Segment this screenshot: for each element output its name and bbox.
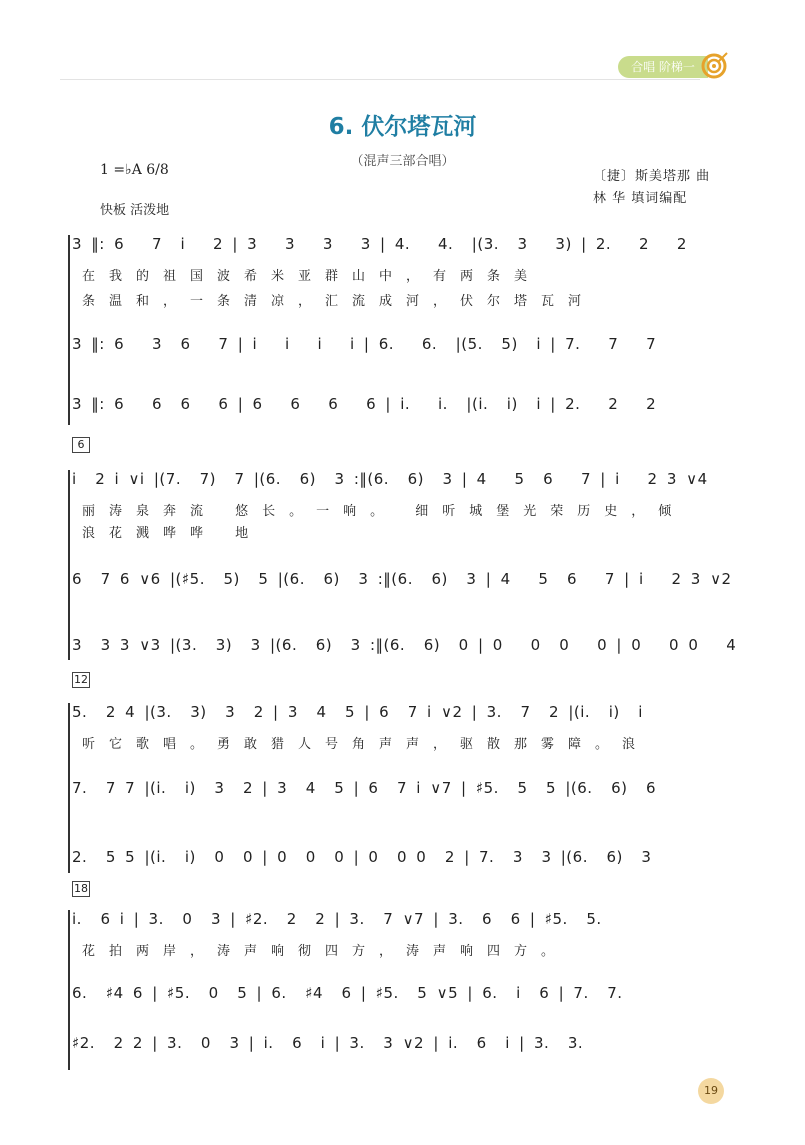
soprano-line: i 2 i ∨i |(7. 7) 7 |(6. 6) 3 :‖(6. 6) 3 | 4 5 6 7 | i 2 3 ∨4 xyxy=(72,470,708,488)
alto-line: 7. 7 7 |(i. i) 3 2 | 3 4 5 | 6 7 i ∨7 | ♯5. 5 5 |(6. 6) 6 xyxy=(72,779,657,797)
bass-line: 3 ‖: 6 6 6 6 | 6 6 6 6 | i. i. |(i. i) i | 2. 2 2 xyxy=(72,395,657,413)
lyric-line-1: 丽涛泉奔流 悠长。一响。 细听城堡光荣历史，倾 xyxy=(82,504,686,519)
lyric-line-1: 听它歌唱。勇敢猎人号角声声，驱散那雾障。浪 xyxy=(82,737,650,752)
page-number: 19 xyxy=(698,1078,724,1104)
measure-number: 18 xyxy=(74,882,88,895)
measure-number: 6 xyxy=(72,437,90,453)
section-badge: 合唱 阶梯一 xyxy=(618,56,708,78)
arranger-credit: 林 华 填词编配 xyxy=(593,191,688,206)
song-title: 6. 伏尔塔瓦河 xyxy=(328,114,477,140)
staff-brace xyxy=(68,470,73,660)
header-rule xyxy=(60,79,700,80)
composer-credit: 〔捷〕斯美塔那 曲 xyxy=(593,169,711,184)
key-signature: 1 =♭A 6/8 xyxy=(100,162,169,178)
bass-line: 2. 5 5 |(i. i) 0 0 | 0 0 0 | 0 0 0 2 | 7. 3 3 |(6. 6) 3 xyxy=(72,848,652,866)
soprano-line: i. 6 i | 3. 0 3 | ♯2. 2 2 | 3. 7 ∨7 | 3. 6 6 | ♯5. 5. xyxy=(72,910,602,928)
alto-line: 3 ‖: 6 3 6 7 | i i i i | 6. 6. |(5. 5) i | 7. 7 7 xyxy=(72,335,657,353)
score-system-4 xyxy=(72,910,722,1070)
soprano-line: 3 ‖: 6 7 i 2 | 3 3 3 3 | 4. 4. |(3. 3 3) | 2. 2 2 xyxy=(72,235,687,253)
bass-line: ♯2. 2 2 | 3. 0 3 | i. 6 i | 3. 3 ∨2 | i. 6 i | 3. 3. xyxy=(72,1034,584,1052)
song-subtitle: （混声三部合唱） xyxy=(350,154,455,169)
lyric-line-1: 在我的祖国波希米亚群山中，有两条美 xyxy=(82,269,542,284)
tempo-marking: 快板 活泼地 xyxy=(100,203,170,218)
lyric-line-2: 条温和，一条清凉，汇流成河，伏尔塔瓦河 xyxy=(82,294,596,309)
lyric-line-2: 浪花溅哗哗 地 xyxy=(82,526,263,541)
soprano-line: 5. 2 4 |(3. 3) 3 2 | 3 4 5 | 6 7 i ∨2 | 3. 7 2 |(i. i) i xyxy=(72,703,643,721)
measure-number: 12 xyxy=(74,673,88,686)
alto-line: 6. ♯4 6 | ♯5. 0 5 | 6. ♯4 6 | ♯5. 5 ∨5 | 6. i 6 | 7. 7. xyxy=(72,984,623,1002)
score-system-2 xyxy=(72,470,737,660)
credits xyxy=(593,166,710,210)
lyric-line-1: 花拍两岸，涛声响彻四方，涛声响四方。 xyxy=(82,944,569,959)
alto-line: 6 7 6 ∨6 |(♯5. 5) 5 |(6. 6) 3 :‖(6. 6) 3 | 4 5 6 7 | i 2 3 ∨2 xyxy=(72,570,732,588)
score-system-3 xyxy=(72,703,722,873)
target-icon xyxy=(700,52,728,80)
score-system-1 xyxy=(72,235,722,425)
bass-line: 3 3 3 ∨3 |(3. 3) 3 |(6. 6) 3 :‖(6. 6) 0 | 0 0 0 0 | 0 0 0 4 xyxy=(72,636,737,654)
